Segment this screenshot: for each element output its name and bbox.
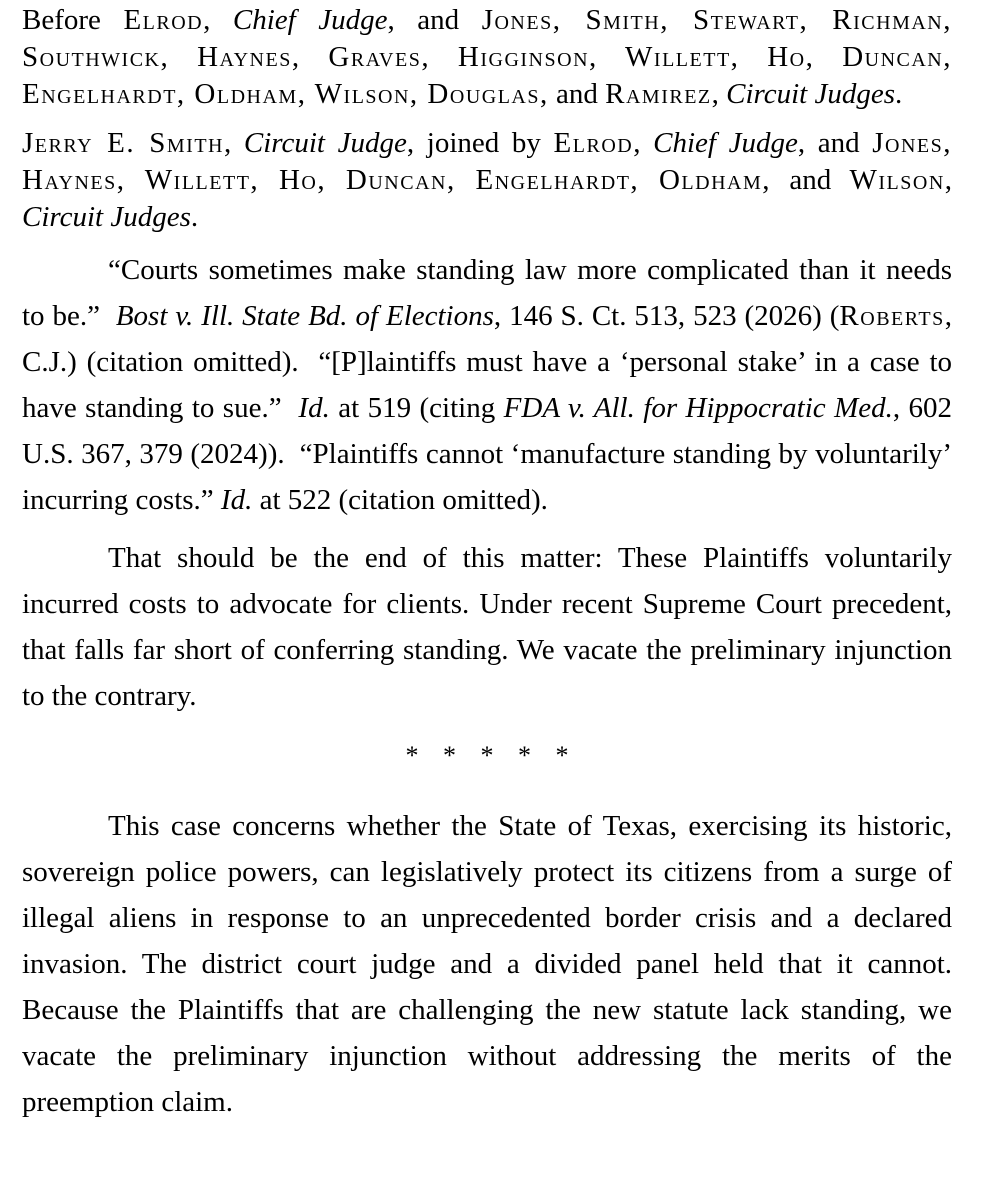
last-judge-name: Ramirez [605,78,712,110]
and-word: and [417,4,460,36]
panel-judges: Jones, Smith, Stewart, Richman, Southwick, Haynes, Graves, Higginson, Willett, Ho, Duncan, Engelhardt, Oldham, Wilson, Douglas, [22,4,952,110]
quote-1: “Courts sometimes make standing law more complicated than it needs to be.” [22,254,952,332]
case-fda: FDA v. All. for Hippocratic Med. [503,392,893,424]
chief-judge-name: Elrod [123,4,204,36]
chief-judge-title: Chief Judge [232,4,388,36]
citation-3: at 522 (citation omitted). [259,484,548,516]
and-word-2: and [556,78,598,110]
citation-2b: , 602 U.S. 367, 379 (2024)). [22,392,953,470]
id-cite-1: Id. [298,392,330,424]
author-title: Circuit Judge [243,127,407,159]
paragraph-standing-quotes [22,247,952,523]
joined-by: joined by [426,127,541,159]
citation-1: , 146 S. Ct. 513, 523 (2026) ( [493,300,840,332]
panel-line: Before Elrod, Chief Judge, and Jones, Smith, Stewart, Richman, Southwick, Haynes, Graves, Higginson, Willett, Ho, Duncan, Engelhardt, Oldham, Wilson, Douglas, and Ramirez, Circuit Judges. [22,4,952,110]
joiner-circuit-title: Circuit Judges [22,201,191,233]
section-separator: * * * * * [405,741,569,770]
joiner-chief-title: Chief Judge [653,127,798,159]
circuit-judges-title: Circuit Judges [726,78,896,110]
joiner-chief-name: Elrod [553,127,634,159]
quote-3: “Plaintiffs cannot ‘manufacture standing by voluntarily’ incurring costs.” [22,438,952,516]
before-word: Before [22,4,101,36]
and-word-4: and [789,164,832,196]
id-cite-2: Id. [220,484,253,516]
quote-2: “[P]laintiffs must have a ‘personal stake’ in a case to have standing to sue.” [22,346,953,424]
author-name: Jerry E. Smith [22,127,224,159]
joiner-judges: Jones, Haynes, Willett, Ho, Duncan, Engelhardt, Oldham, [22,127,952,196]
paragraph-end-of-matter: That should be the end of this matter: These Plaintiffs voluntarily incurred costs to advocate for clients. Under recent Supreme Court precedent, that falls far short of conferring standing. We vacate the preliminary injunction to the contrary. [22,542,952,712]
case-bost: Bost v. Ill. State Bd. of Elections [115,300,494,332]
and-word-3: and [817,127,860,159]
paragraph-case-summary: This case concerns whether the State of Texas, exercising its historic, sovereign police powers, can legislatively protect its citizens from a surge of illegal aliens in response to an unprecedented border crisis and a declared invasion. The district court judge and a divided panel held that it cannot. Because the Plaintiffs that are challenging the new statute lack standing, we vacate the preliminary injunction without addressing the merits of the preemption claim. [22,810,952,1118]
roberts-name: Roberts [839,300,945,332]
authorship-line: Jerry E. Smith, Circuit Judge, joined by Elrod, Chief Judge, and Jones, Haynes, Willett, Ho, Duncan, Engelhardt, Oldham, and Wilson, Circuit Judges. [22,127,953,233]
joiner-last-name: Wilson [849,164,945,196]
citation-2: at 519 (citing [338,392,496,424]
citation-1b: , C.J.) (citation omitted). [22,300,952,378]
